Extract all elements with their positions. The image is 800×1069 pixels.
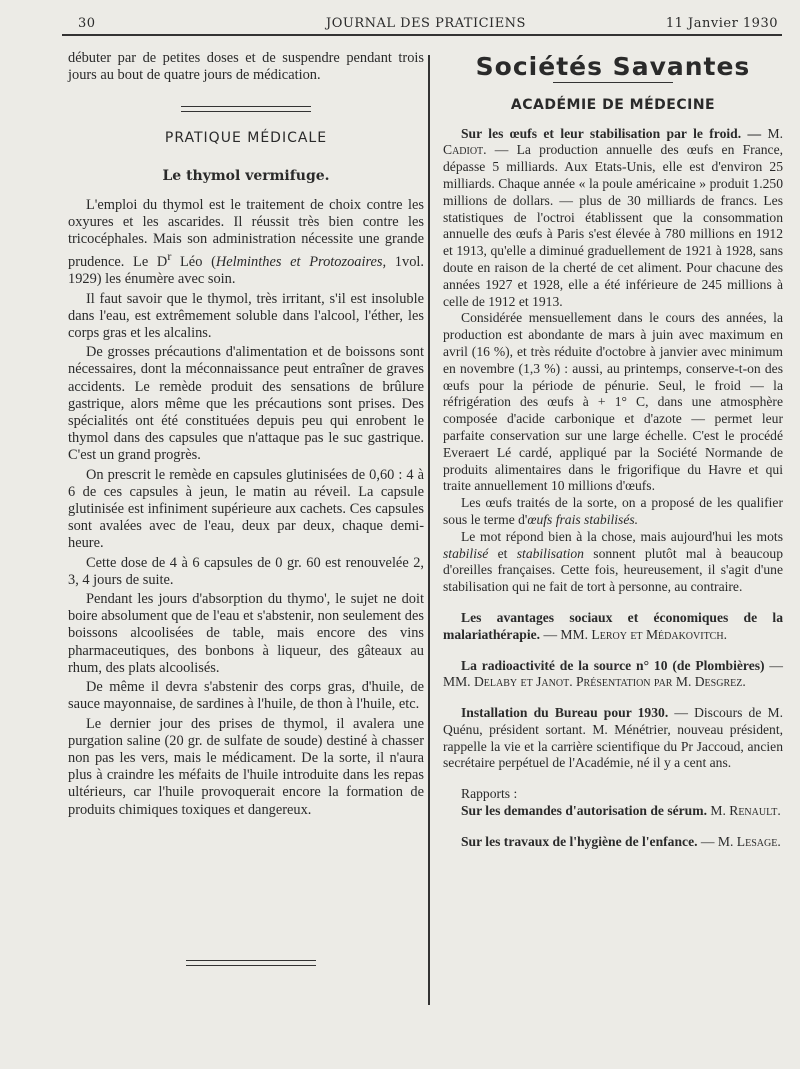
- page-header: [78, 12, 778, 34]
- rapport-serum: [443, 803, 783, 820]
- paragraph-4: On prescrit le remède en capsules glutinisées de 0,60 : 4 à 6 de ces capsules à jeun, le matin au réveil. La capsule glutinisée est infiniment supérieure aux cachets. Ces capsules sont avalées avec de l'eau, deux par deux, chaque demi-heure.: [68, 466, 424, 552]
- oeufs-p3-text: Les œufs traités de la sorte, on a proposé de les qualifier sous le terme d': [443, 495, 783, 527]
- bureau-title: Installation du Bureau pour 1930.: [461, 705, 669, 721]
- bottom-separator: [186, 960, 316, 966]
- oeufs-text: — La production annuelle des œufs en France, dépasse 5 milliards. Aux Etats-Unis, elle est d'environ 25 milliards. Chaque année « la poule américaine » produit 1.250 millions de dollars. — plus de 30 milliards de francs. Les statistiques de l'octroi établissent que la consommation annuelle des œufs à Paris s'est élevée à 780 millions en 1912 et 1913, qu'elle a diminué graduellement de 1921 à 1928, sans doute en raison de la cherté de cet aliment. Pour chacune des années 1927 et 1928, elle a été inférieure de 245 millions à celle de 1912 et 1913.: [443, 142, 783, 309]
- oeufs-paragraph-4: [443, 529, 783, 596]
- left-column: [68, 50, 424, 819]
- p1-text-c: 1vol. 1929) les énumère avec soin.: [68, 254, 424, 288]
- serum-title: Sur les demandes d'autorisation de sérum.: [461, 803, 707, 819]
- malaria-title: Les avantages sociaux et économiques de la malariathérapie.: [443, 609, 783, 642]
- academie-heading: ACADÉMIE DE MÉDECINE: [510, 96, 716, 113]
- journal-title: JOURNAL DES PRATICIENS: [326, 16, 526, 31]
- title-rule: [553, 82, 673, 83]
- oeufs-author: M. Cadiot.: [443, 125, 784, 158]
- bureau-text: — Discours de M. Quénu, président sortant. M. Ménétrier, nouveau président, rappelle la vie et la carrière scientifique du Pr Jaccoud, ancien secrétaire perpétuel de l'Académie, né il y a cent ans.: [443, 705, 783, 771]
- serum-author: M. Renault.: [710, 803, 781, 819]
- paragraph-5: Cette dose de 4 à 6 capsules de 0 gr. 60 est renouvelée 2, 3, 4 jours de suite.: [68, 554, 424, 588]
- page-number: 30: [78, 16, 96, 31]
- oeufs-p4-b: et: [488, 545, 517, 561]
- societes-title: Sociétés Savantes: [475, 52, 751, 81]
- radio-title: La radioactivité de la source n° 10 (de Plombières): [461, 657, 765, 673]
- p1-text-a: L'emploi du thymol est le traitement de choix contre les oxyures et les ascarides. Il réussit très bien contre les tricocéphales. Mais son administration nécessite une grande prudence. Le D: [68, 196, 424, 271]
- radio-text: — MM. Delaby et Janot. Présentation par M. Desgrez.: [443, 657, 783, 690]
- paragraph-8: Le dernier jour des prises de thymol, il avalera une purgation saline (20 gr. de sulfate de soude) destiné à chasser non pas les vers, mais le médicament. De la sorte, il n'aura plus à craindre les méfaits de l'huile introduite dans les repas ultérieurs, car l'huile provoquerait encore la formation de produits chimiques toxiques et dangereux.: [68, 715, 424, 818]
- oeufs-p4-a: Le mot répond bien à la chose, mais aujourd'hui les mots: [461, 528, 783, 544]
- oeufs-p4-it2: stabilisation: [516, 545, 584, 561]
- article-bureau: [443, 705, 783, 772]
- rapport-hygiene: [443, 834, 783, 851]
- malaria-authors: — MM. Leroy et Médakovitch.: [543, 626, 727, 642]
- column-divider: [428, 55, 430, 1005]
- paragraph-7: De même il devra s'abstenir des corps gras, d'huile, de sauce mayonnaise, de sardines à l'huile, de thon à l'huile, etc.: [68, 679, 424, 713]
- hygiene-title: Sur les travaux de l'hygiène de l'enfance.: [461, 833, 698, 849]
- oeufs-p3-italic: œufs frais stabilisés.: [527, 511, 639, 527]
- p1-sup: r: [167, 249, 172, 264]
- issue-date: 11 Janvier 1930: [665, 16, 778, 31]
- article-malariatherapie: [443, 610, 783, 644]
- oeufs-p4-it1: stabilisé: [443, 545, 489, 561]
- right-column: [443, 52, 784, 851]
- article-radioactivite: [443, 658, 783, 692]
- article-oeufs: [443, 126, 783, 311]
- oeufs-p4-c: sonnent plutôt mal à beaucoup d'oreilles françaises. Cette fois, heureusement, il s'agit d'une stabilisation qui ne fait de tort à personne, au contraire.: [443, 545, 783, 595]
- hygiene-author: — M. Lesage.: [697, 833, 781, 849]
- rapports-label: Rapports :: [461, 786, 518, 802]
- paragraph-6: Pendant les jours d'absorption du thymo', le sujet ne doit boire absolument que de l'eau et s'abstenir, non seulement des boissons alcoolisées de table, mais encore des vins pharmaceutiques, des bonbons à liqueur, des gâteaux au rhum, des plats alcoolisés.: [68, 591, 424, 676]
- p1-citation: Helminthes et Protozoaires,: [215, 254, 387, 271]
- article-title: Le thymol vermifuge.: [162, 167, 330, 184]
- section-heading: PRATIQUE MÉDICALE: [164, 130, 328, 147]
- header-rule: [62, 34, 782, 36]
- p1-text-b: Léo (: [171, 254, 216, 271]
- oeufs-paragraph-2: Considérée mensuellement dans le cours des années, la production est abondante de mars à juin avec maximum en avril (16 %), et très réduite d'octobre à janvier avec minimum en novembre (1,3 %) : aussi, au printemps, conserve-t-on des œufs pour la période de pénurie. Seul, le froid — la réfrigération des œufs à + 1° C, dans une atmosphère composée d'acide carbonique et d'azote — permet leur parfaite conservation sur une large échelle. C'est le procédé Everaert Lé cardé, appliqué par la Société Normande de produits alimentaires dans le frigorifique du Havre et qui traite annuellement 10 millions d'œufs.: [443, 310, 783, 494]
- paragraph-2: Il faut savoir que le thymol, très irritant, s'il est insoluble dans l'eau, est extrêmement soluble dans l'alcool, l'éther, les corps gras et les alcalins.: [68, 290, 424, 342]
- paragraph-3: De grosses précautions d'alimentation et de boissons sont nécessaires, dont la méconnaissance peut entraîner de graves accidents. Le remède produit des sensations de brûlure gastrique, alors même que les précautions sont prises. Des spécialités ont été constituées depuis peu qui enrobent le thymol dans des capsules que n'attaque pas le suc gastrique. C'est un grand progrès.: [68, 344, 424, 464]
- paragraph-1: [68, 197, 424, 289]
- oeufs-title: Sur les œufs et leur stabilisation par le froid. —: [461, 125, 762, 141]
- section-separator: [181, 106, 311, 112]
- oeufs-paragraph-3: [443, 495, 783, 529]
- intro-paragraph: débuter par de petites doses et de suspendre pendant trois jours au bout de quatre jours de médication.: [68, 50, 424, 84]
